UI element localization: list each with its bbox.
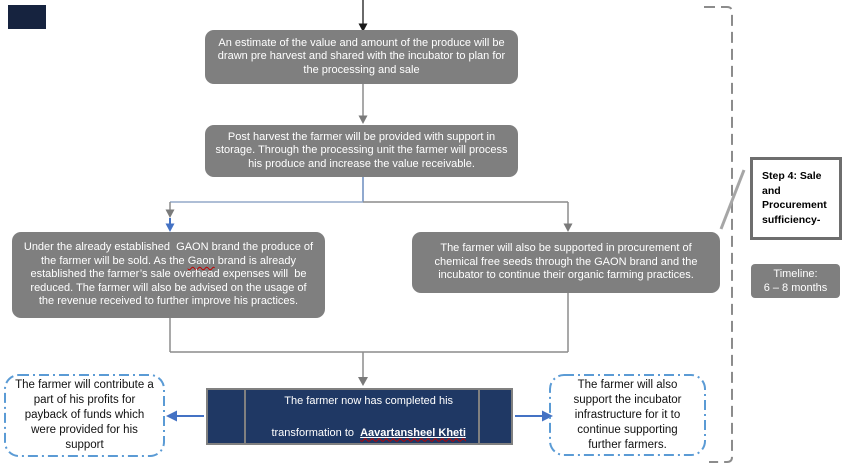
- support-note-box: [550, 375, 705, 455]
- post-harvest-box-text: Post harvest the farmer will be provided with support in storage. Through the processing unit the farmer will process his produce and increase the value receivable.: [215, 130, 511, 170]
- completion-line1: The farmer now has completed his: [284, 394, 454, 407]
- step-callout-text: Step 4: Sale and Procurement sufficiency-: [762, 170, 827, 226]
- completion-box-left-divider: [244, 390, 246, 443]
- sale-box: [12, 232, 325, 318]
- completion-box: [206, 388, 513, 445]
- arrowhead-left-gray: [166, 210, 175, 219]
- sale-box-misspelled-word: Gaon: [187, 254, 215, 267]
- sale-box-text-after: brand is already established the farmer’s sale overhead expenses will be reduced. The farmer will also be advised on the usage of the revenue received to further improve his practices.: [30, 254, 310, 308]
- timeline-box: [751, 264, 840, 298]
- procurement-box: [412, 232, 720, 293]
- step-callout-box: [750, 157, 842, 240]
- estimate-box: [205, 30, 518, 84]
- arrowhead-right: [564, 224, 573, 233]
- arrowhead-payback: [166, 411, 177, 422]
- post-harvest-box: [205, 125, 518, 177]
- sale-box-text-before: Under the already established GAON brand the produce of the farmer will be sold. As the: [23, 241, 317, 267]
- arrowhead-left-blue: [166, 224, 175, 233]
- sale-box-text: [22, 241, 315, 309]
- procurement-box-text: The farmer will also be supported in procurement of chemical free seeds through the GAON brand and the incubator to continue their organic farming practices.: [434, 242, 701, 282]
- completion-box-text: [253, 377, 466, 457]
- completion-term-text: Aavartansheel Kheti: [360, 426, 466, 439]
- payback-note-text: The farmer will contribute a part of his profits for payback of funds which were provided for his support: [15, 379, 158, 451]
- estimate-box-text: An estimate of the value and amount of the produce will be drawn pre harvest and shared with the incubator to plan for the processing and sale: [217, 36, 509, 76]
- timeline-label: Timeline:: [773, 268, 818, 280]
- timeline-value: 6 – 8 months: [763, 282, 828, 294]
- completion-line2-prefix: transformation to: [271, 426, 361, 439]
- slide-fragment-box: [8, 5, 46, 29]
- completion-term: [360, 427, 466, 439]
- support-note-text: The farmer will also support the incubator infrastructure for it to continue supporting further farmers.: [573, 378, 685, 451]
- completion-box-right-divider: [478, 390, 480, 443]
- arrowhead-step2: [359, 116, 368, 125]
- payback-note-box: [5, 375, 164, 456]
